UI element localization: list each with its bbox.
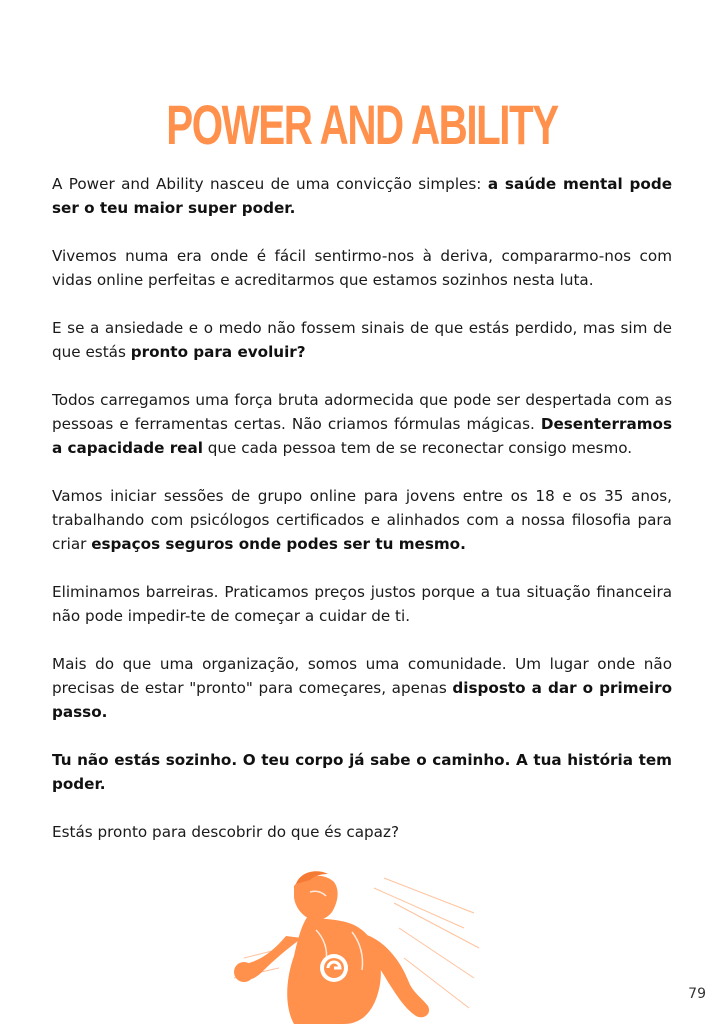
paragraph — [52, 580, 672, 628]
paragraph — [52, 820, 672, 844]
text-segment: Eliminamos barreiras. Praticamos preços justos porque a tua situação financeira não pode impedir-te de começar a cuidar de ti. — [52, 583, 672, 625]
text-segment: Vamos iniciar sessões de grupo online para jovens entre os 18 e os 35 anos, trabalhando com psicólogos certificados e alinhados com a nossa filosofia para criar — [52, 487, 672, 553]
paragraph — [52, 748, 672, 796]
bold-text: Desenterramos a capacidade real — [52, 415, 672, 457]
bold-text: a saúde mental pode ser o teu maior super poder. — [52, 175, 673, 217]
bold-text: Tu não estás sozinho. O teu corpo já sabe o caminho. A tua história tem poder. — [52, 751, 672, 793]
superhero-illustration — [224, 868, 484, 1024]
text-segment: Todos carregamos uma força bruta adormecida que pode ser despertada com as pessoas e ferramentas certas. Não criamos fórmulas mágicas. — [52, 391, 672, 433]
text-segment: Vivemos numa era onde é fácil sentirmo-nos à deriva, compararmo-nos com vidas online perfeitas e acreditarmos que estamos sozinhos nesta luta. — [52, 247, 672, 289]
paragraph — [52, 388, 672, 460]
page-title: POWER AND ABILITY — [166, 92, 558, 156]
bold-text: pronto para evoluir? — [130, 343, 306, 361]
paragraph — [52, 484, 672, 556]
body-text — [52, 172, 672, 868]
text-segment: que cada pessoa tem de se reconectar consigo mesmo. — [202, 439, 633, 457]
paragraph — [52, 172, 672, 220]
text-segment: Estás pronto para descobrir do que és capaz? — [52, 823, 400, 841]
paragraph — [52, 316, 672, 364]
bold-text: disposto a dar o primeiro passo. — [52, 679, 673, 721]
paragraph — [52, 652, 672, 724]
page-number: 79 — [688, 986, 706, 1002]
text-segment: A Power and Ability nasceu de uma convicção simples: — [52, 175, 488, 193]
text-segment: E se a ansiedade e o medo não fossem sinais de que estás perdido, mas sim de que estás — [52, 319, 672, 361]
bold-text: espaços seguros onde podes ser tu mesmo. — [91, 535, 466, 553]
paragraph — [52, 244, 672, 292]
text-segment: Mais do que uma organização, somos uma comunidade. Um lugar onde não precisas de estar "pronto" para começares, apenas — [52, 655, 672, 697]
